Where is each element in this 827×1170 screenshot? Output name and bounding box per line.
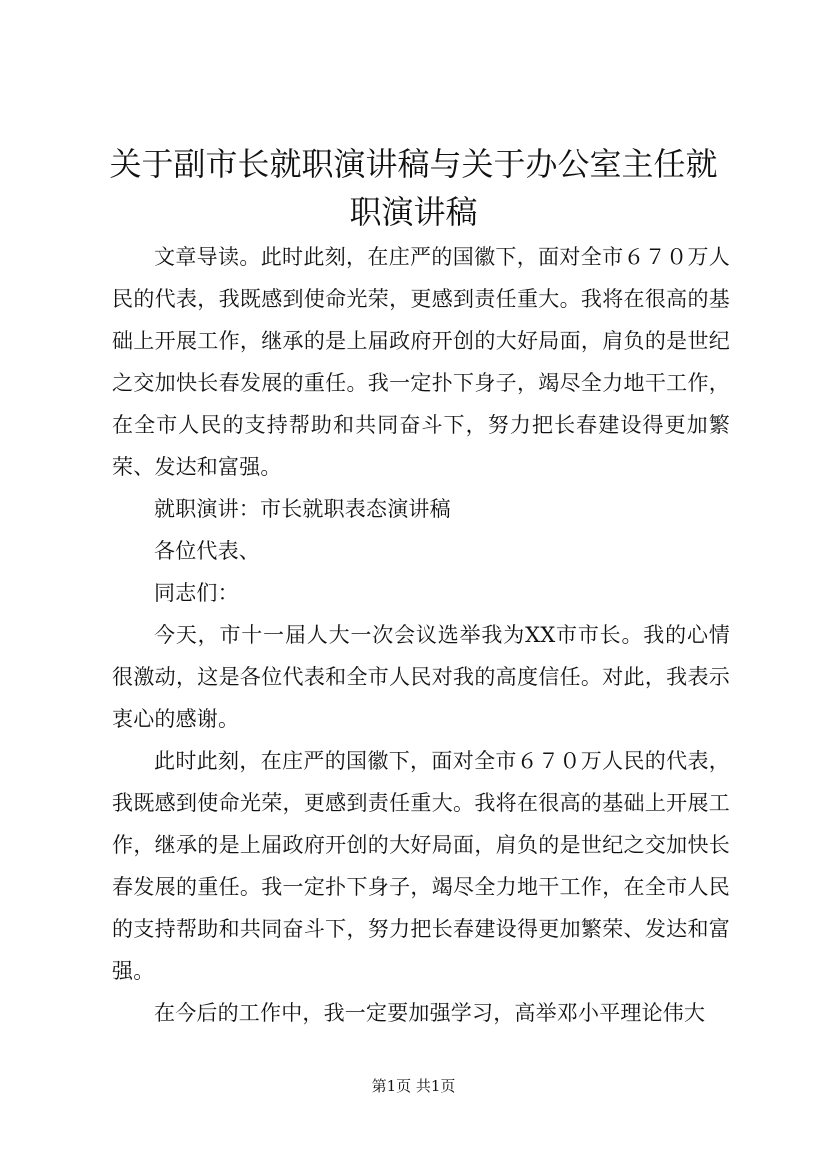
- paragraph-section-heading: 就职演讲：市长就职表态演讲稿: [154, 497, 451, 521]
- page-footer: 第1页 共1页: [371, 1077, 456, 1095]
- paragraph-salutation-comrades: 同志们：: [154, 581, 239, 605]
- paragraph-salutation-delegates: 各位代表、: [154, 539, 260, 563]
- document-body: [112, 236, 730, 1034]
- paragraph-intro: 文章导读。此时此刻，在庄严的国徽下，面对全市６７０万人民的代表，我既感到使命光荣，更感到责任重大。我将在很高的基础上开展工作，继承的是上届政府开创的大好局面，肩负的是世纪之交加快长春发展的重任。我一定扑下身子，竭尽全力地干工作，在全市人民的支持帮助和共同奋斗下，努力把长春建设得更加繁荣、发达和富强。: [112, 245, 730, 479]
- document-title: 关于副市长就职演讲稿与关于办公室主任就职演讲稿: [109, 145, 718, 231]
- paragraph-commitment: 此时此刻，在庄严的国徽下，面对全市６７０万人民的代表，我既感到使命光荣，更感到责任重大。我将在很高的基础上开展工作，继承的是上届政府开创的大好局面，肩负的是世纪之交加快长春发展的重任。我一定扑下身子，竭尽全力地干工作，在全市人民的支持帮助和共同奋斗下，努力把长春建设得更加繁荣、发达和富强。: [112, 749, 730, 983]
- paragraph-opening: 今天，市十一届人大一次会议选举我为XX市市长。我的心情很激动，这是各位代表和全市人民对我的高度信任。对此，我表示衷心的感谢。: [112, 623, 730, 731]
- paragraph-future-work: 在今后的工作中，我一定要加强学习，高举邓小平理论伟大: [154, 1001, 706, 1025]
